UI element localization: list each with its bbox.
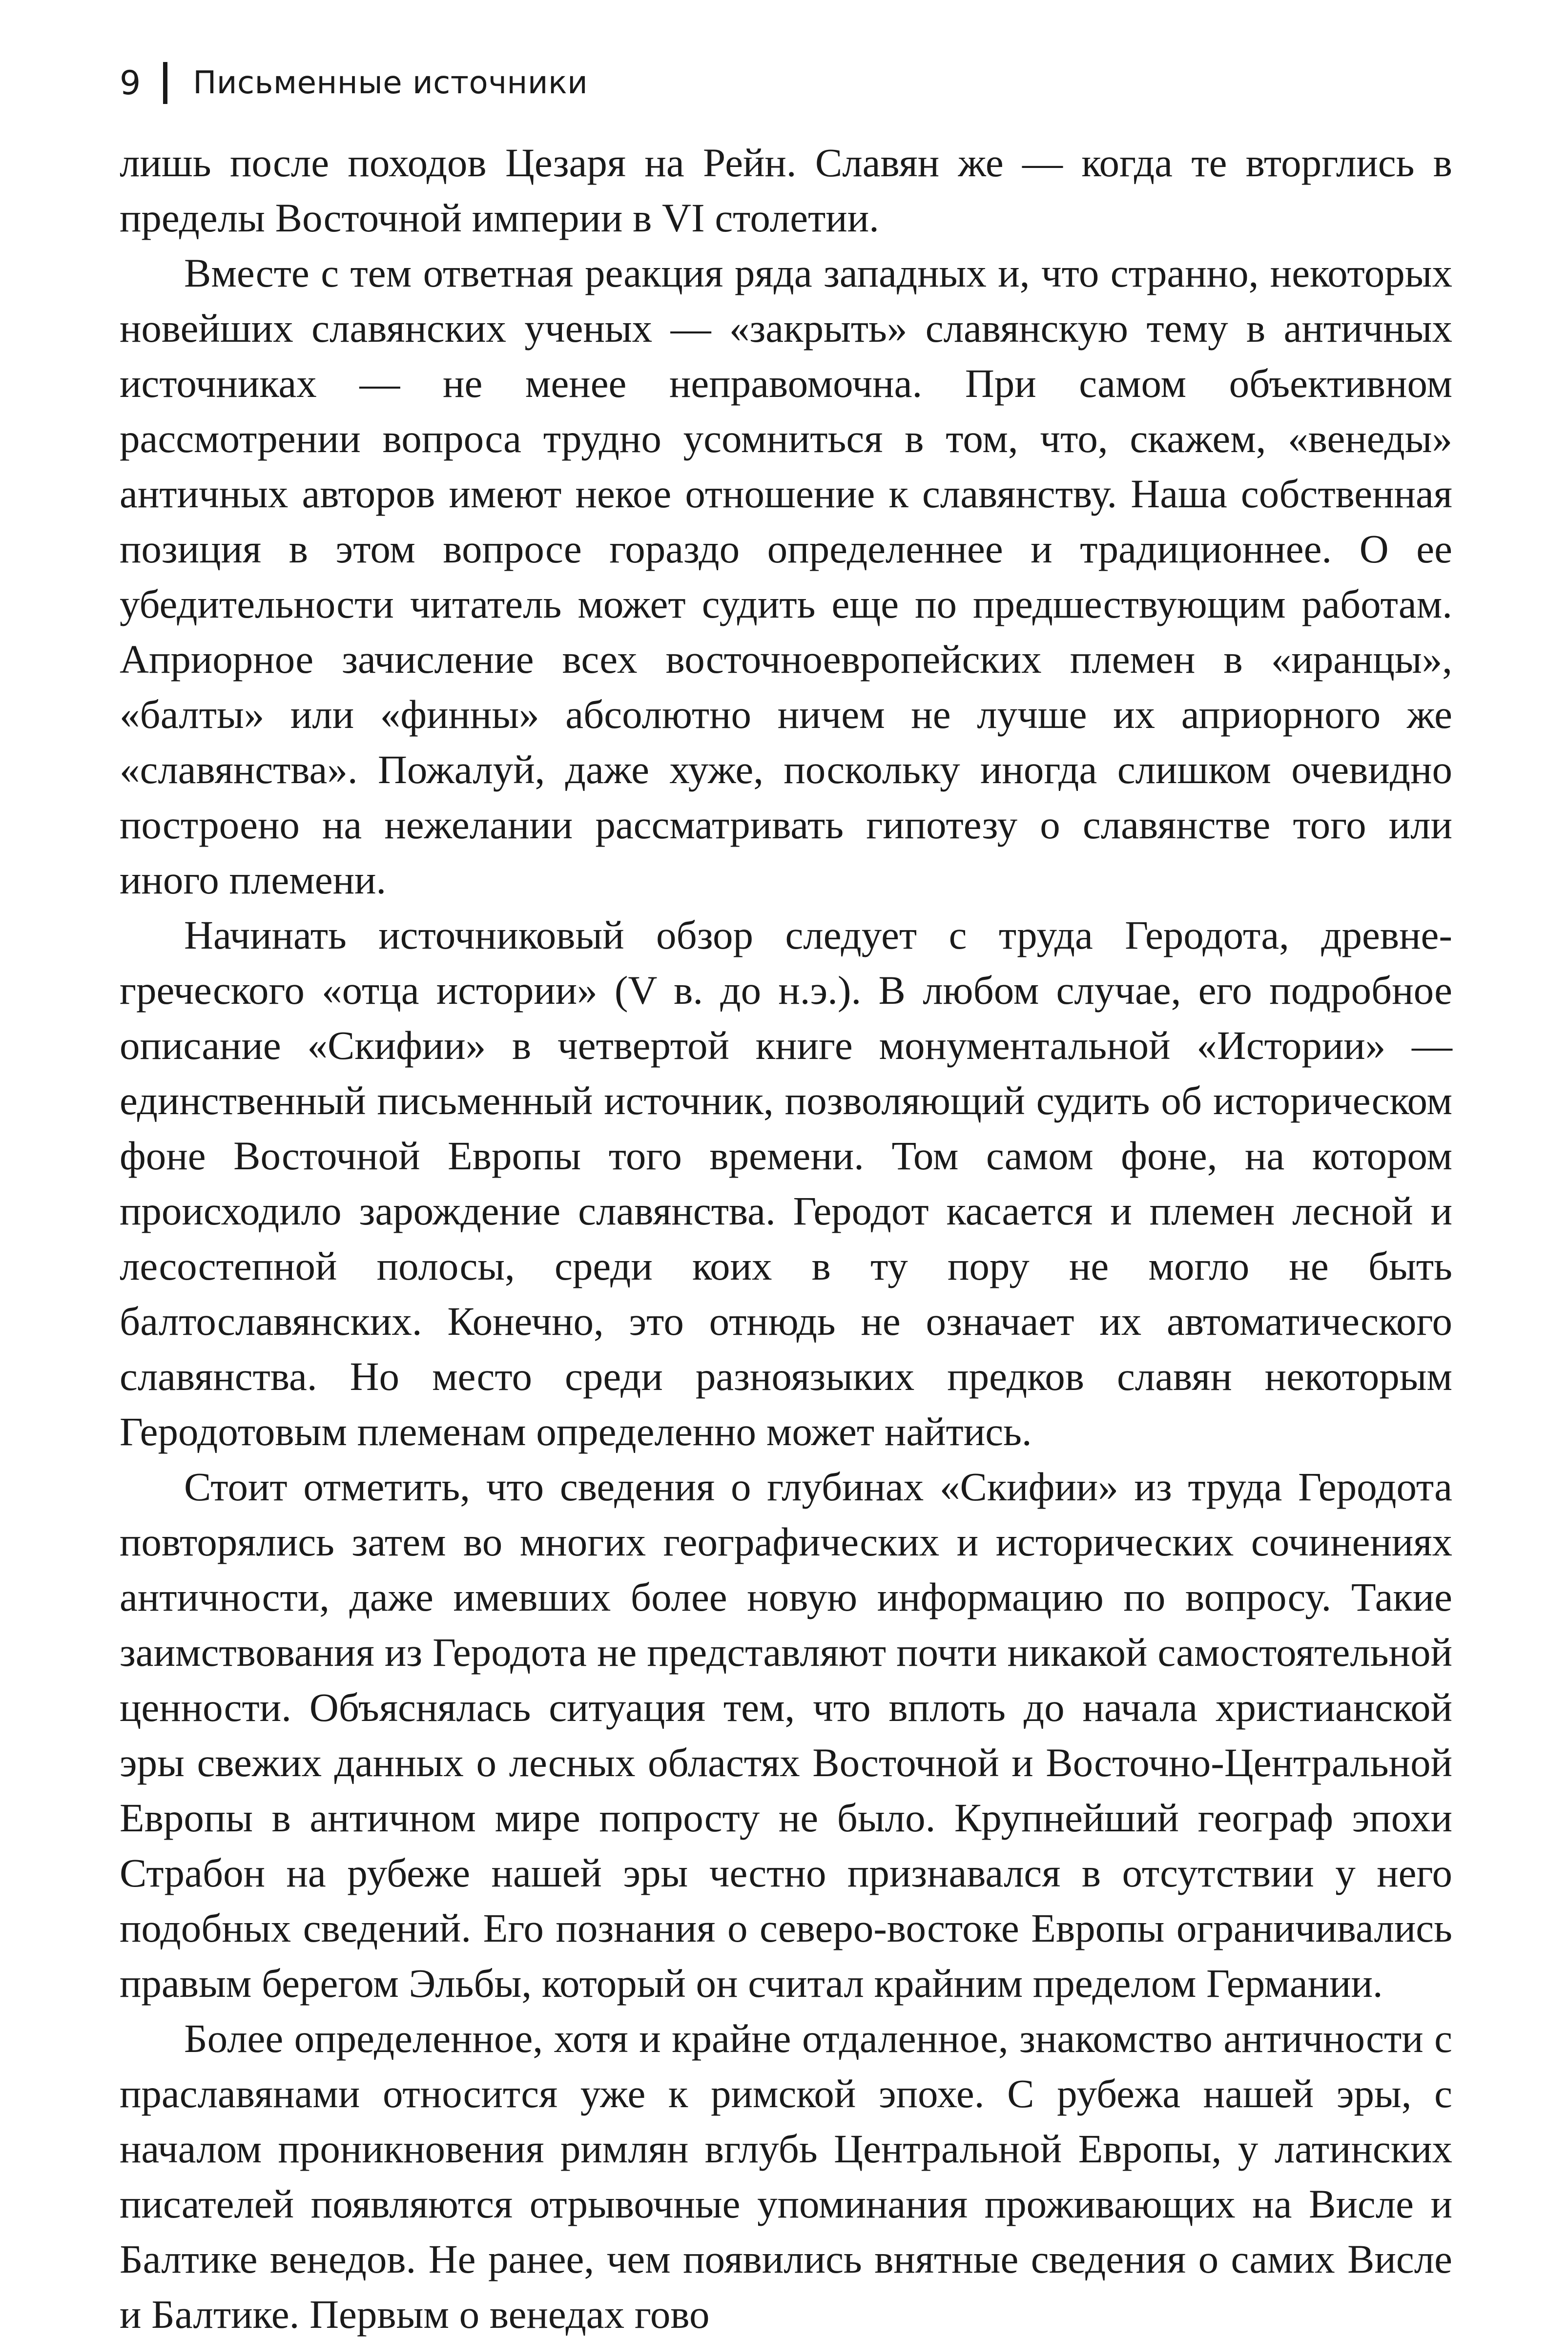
- header-divider: [163, 62, 167, 104]
- book-page: [120, 56, 1452, 2342]
- page-number: 9: [120, 63, 141, 103]
- paragraph: Более определенное, хотя и крайне отдаленное, знакомство античности с праславянами относится уже к римской эпохе. С рубежа нашей эры, с началом проникновения римлян вглубь Центральной Европы, у латинских писателей появляются отрывочные упоминания проживающих на Висле и Балтике венедов. Не ранее, чем появились внятные сведения о самих Висле и Балтике. Первым о венедах гово: [120, 2016, 1452, 2337]
- paragraph-continuation: лишь после походов Цезаря на Рейн. Славян же — когда те вторглись в пределы Восточной империи в VI столетии.: [120, 140, 1452, 240]
- body-text: [120, 135, 1452, 2342]
- section-title: Письменные источники: [193, 65, 588, 101]
- running-header: [120, 56, 1452, 110]
- paragraph: Вместе с тем ответная реакция ряда западных и, что странно, некоторых новейших славянских ученых — «закрыть» славянскую тему в античных источниках — не менее неправомочна. При самом объективном рассмотрении вопроса трудно усомниться в том, что, скажем, «венеды» античных авторов имеют некое отношение к славянству. Наша собственная позиция в этом вопросе гораздо определеннее и традиционнее. О ее убедительности читатель может судить еще по предшествующим работам. Априорное зачисление всех восточноевропейских племен в «иранцы», «балты» или «финны» абсолютно ничем не лучше их априорного же «славянства». Пожалуй, даже хуже, поскольку иногда слишком очевидно построено на нежелании рассматривать гипотезу о славянстве того или иного племени.: [120, 250, 1452, 902]
- paragraph: Стоит отметить, что сведения о глубинах «Скифии» из труда Геродота повторялись затем во многих географических и исторических сочинениях античности, даже имевших более новую информацию по вопросу. Такие заимствования из Геродота не представляют почти никакой самостоятельной ценности. Объяснялась ситуация тем, что вплоть до начала христианской эры свежих данных о лесных областях Восточной и Восточно-Центральной Европы в античном мире попросту не было. Крупнейший географ эпохи Страбон на рубеже нашей эры честно признавался в отсутствии у него подобных сведений. Его познания о северо-востоке Европы ограничивались правым берегом Эльбы, который он считал крайним пределом Германии.: [120, 1464, 1452, 2006]
- paragraph: Начинать источниковый обзор следует с труда Геродота, древнегреческого «отца истории» (V в. до н.э.). В любом случае, его подробное описание «Скифии» в четвертой книге монументальной «Истории» — единственный письменный источник, позволяющий судить об историческом фоне Восточной Европы того времени. Том самом фоне, на котором происходило зарождение славянства. Геродот касается и племен лесной и лесостепной полосы, среди коих в ту пору не могло не быть балтославянских. Конечно, это отнюдь не означает их автоматического славянства. Но место среди разноязыких предков славян некоторым Геродотовым племенам определенно может найтись.: [120, 912, 1452, 1454]
